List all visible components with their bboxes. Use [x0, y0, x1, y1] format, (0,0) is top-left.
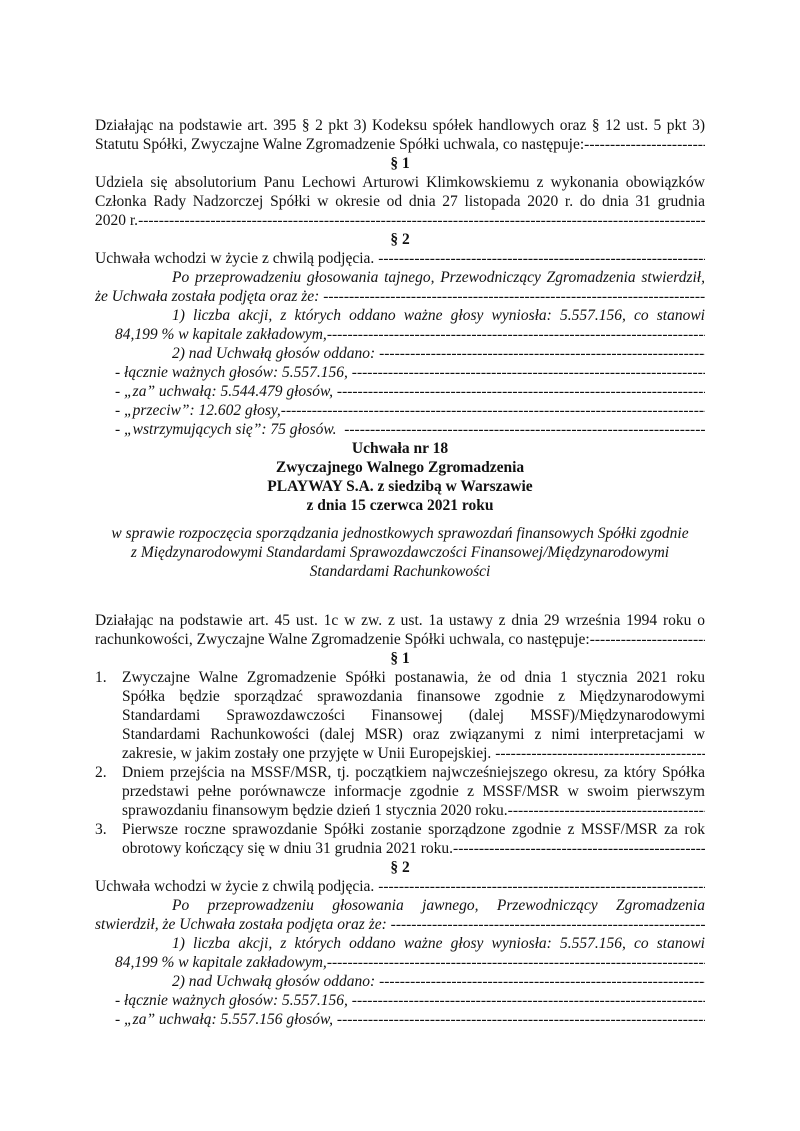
- item-1-number: 1.: [95, 669, 107, 686]
- vote2-for: [115, 1010, 705, 1030]
- subject-line-2: z Międzynarodowymi Standardami Sprawozdawczości Finansowej/Międzynarodowymi: [130, 544, 670, 561]
- effective-line-2: [95, 877, 705, 897]
- absolutorium-line-1: Udziela się absolutorium Panu Lechowi Arturowi Klimkowskiemu z wykonania obowiązków: [95, 174, 705, 191]
- vote2-line-2-text: stwierdził, że Uchwała została podjęta oraz że:: [95, 916, 387, 933]
- result-1-line-2: [115, 325, 705, 345]
- item-1-line-5: [122, 744, 705, 764]
- section-1-heading-2: § 1: [390, 650, 410, 667]
- intro2-line-2-text: rachunkowości, Zwyczajne Walne Zgromadzenie Spółki uchwala, co następuje:: [95, 631, 590, 648]
- result-2-text: 2) nad Uchwałą głosów oddano:: [172, 345, 376, 362]
- section-2-heading-2: § 2: [390, 859, 410, 876]
- effective-line: [95, 249, 705, 269]
- section-1-heading: § 1: [390, 155, 410, 172]
- item-3-line-2: [122, 839, 705, 859]
- intro2-line-2: [95, 630, 705, 650]
- result-1-line-2-text: 84,199 % w kapitale zakładowym,: [115, 326, 327, 343]
- result2-1-line-2-text: 84,199 % w kapitale zakładowym,: [115, 954, 327, 971]
- subject-line-3: Standardami Rachunkowości: [309, 563, 491, 580]
- result-2: [172, 344, 705, 364]
- result2-2: [172, 972, 705, 992]
- item-3-line-1: Pierwsze roczne sprawozdanie Spółki zostanie sporządzone zgodnie z MSSF/MSR za rok: [122, 821, 705, 838]
- absolutorium-line-2: Członka Rady Nadzorczej Spółki w okresie od dnia 27 listopada 2020 r. do dnia 31 grudnia: [95, 193, 705, 210]
- vote-for-text: - „za” uchwałą: 5.544.479 głosów,: [115, 383, 334, 400]
- result-1-line-1: 1) liczba akcji, z których oddano ważne głosy wyniosła: 5.557.156, co stanowi: [172, 307, 705, 324]
- item-1-line-4: Standardami Rachunkowości (dalej MSR) oraz związanymi z nimi interpretacjami w: [122, 726, 705, 743]
- vote2-for-text: - „za” uchwałą: 5.557.156 głosów,: [115, 1011, 334, 1028]
- vote2-total-text: - łącznie ważnych głosów: 5.557.156,: [115, 992, 348, 1009]
- resolution-date: z dnia 15 czerwca 2021 roku: [306, 497, 494, 514]
- vote-against-text: - „przeciw”: 12.602 głosy,: [115, 402, 281, 419]
- intro2-line-1: Działając na podstawie art. 45 ust. 1c w zw. z ust. 1a ustawy z dnia 29 września 1994 roku o: [95, 612, 705, 629]
- item-1-line-1: Zwyczajne Walne Zgromadzenie Spółki postanawia, że od dnia 1 stycznia 2021 roku: [122, 669, 705, 686]
- intro-line-1: Działając na podstawie art. 395 § 2 pkt 3) Kodeksu spółek handlowych oraz § 12 ust. 5 pkt 3): [95, 117, 705, 134]
- item-2-line-2: przedstawi pełne porównawcze informacje zgodnie z MSSF/MSR w swoim pierwszym: [122, 783, 705, 800]
- effective-text-2: Uchwała wchodzi w życie z chwilą podjęcia.: [95, 878, 375, 895]
- vote2-total: [115, 991, 705, 1011]
- vote-line-2-text: że Uchwała została podjęta oraz że:: [95, 288, 320, 305]
- item-1-line-5-text: zakresie, w jakim zostały one przyjęte w Unii Europejskiej.: [122, 745, 492, 762]
- vote-abstain-text: - „wstrzymujących się”: 75 głosów.: [115, 421, 337, 438]
- item-1-line-2: Spółka będzie sporządzać sprawozdania finansowe zgodnie z Międzynarodowymi: [122, 688, 705, 705]
- result2-1-line-1: 1) liczba akcji, z których oddano ważne głosy wyniosła: 5.557.156, co stanowi: [172, 935, 705, 952]
- subject-line-1: w sprawie rozpoczęcia sporządzania jednostkowych sprawozdań finansowych Spółki zgodnie: [111, 525, 689, 542]
- vote-against: [115, 401, 705, 421]
- vote2-line-1: Po przeprowadzeniu głosowania jawnego, Przewodniczący Zgromadzenia: [172, 897, 705, 914]
- resolution-number: Uchwała nr 18: [351, 440, 449, 457]
- vote2-line-2: [95, 915, 705, 935]
- vote-abstain: [115, 420, 705, 440]
- resolution-company: PLAYWAY S.A. z siedzibą w Warszawie: [267, 478, 533, 495]
- item-3-number: 3.: [95, 821, 107, 838]
- item-2-line-3: [122, 801, 705, 821]
- result2-1-line-2: [115, 953, 705, 973]
- item-3-line-2-text: obrotowy kończący się w dniu 31 grudnia 2021 roku.: [122, 840, 454, 857]
- item-2-line-1: Dniem przejścia na MSSF/MSR, tj. początkiem najwcześniejszego okresu, za który Spółka: [122, 764, 705, 781]
- intro-line-2-text: Statutu Spółki, Zwyczajne Walne Zgromadzenie Spółki uchwala, co następuje:: [95, 136, 585, 153]
- vote-total-text: - łącznie ważnych głosów: 5.557.156,: [115, 364, 348, 381]
- absolutorium-line-3: [95, 211, 705, 231]
- vote-line-2: [95, 287, 705, 307]
- effective-text: Uchwała wchodzi w życie z chwilą podjęcia.: [95, 250, 375, 267]
- result2-2-text: 2) nad Uchwałą głosów oddano:: [172, 973, 376, 990]
- item-2-line-3-text: sprawozdaniu finansowym będzie dzień 1 stycznia 2020 roku.: [122, 802, 508, 819]
- item-1-line-3: Standardami Sprawozdawczości Finansowej (dalej MSSF)/Międzynarodowymi: [122, 707, 705, 724]
- resolution-body: Zwyczajnego Walnego Zgromadzenia: [275, 459, 525, 476]
- vote-line-1: Po przeprowadzeniu głosowania tajnego, Przewodniczący Zgromadzenia stwierdził,: [172, 269, 705, 286]
- vote-total: [115, 363, 705, 383]
- section-2-heading: § 2: [390, 231, 410, 248]
- absolutorium-line-3-text: 2020 r.: [95, 212, 139, 229]
- vote-for: [115, 382, 705, 402]
- intro-line-2: [95, 135, 705, 155]
- item-2-number: 2.: [95, 764, 107, 781]
